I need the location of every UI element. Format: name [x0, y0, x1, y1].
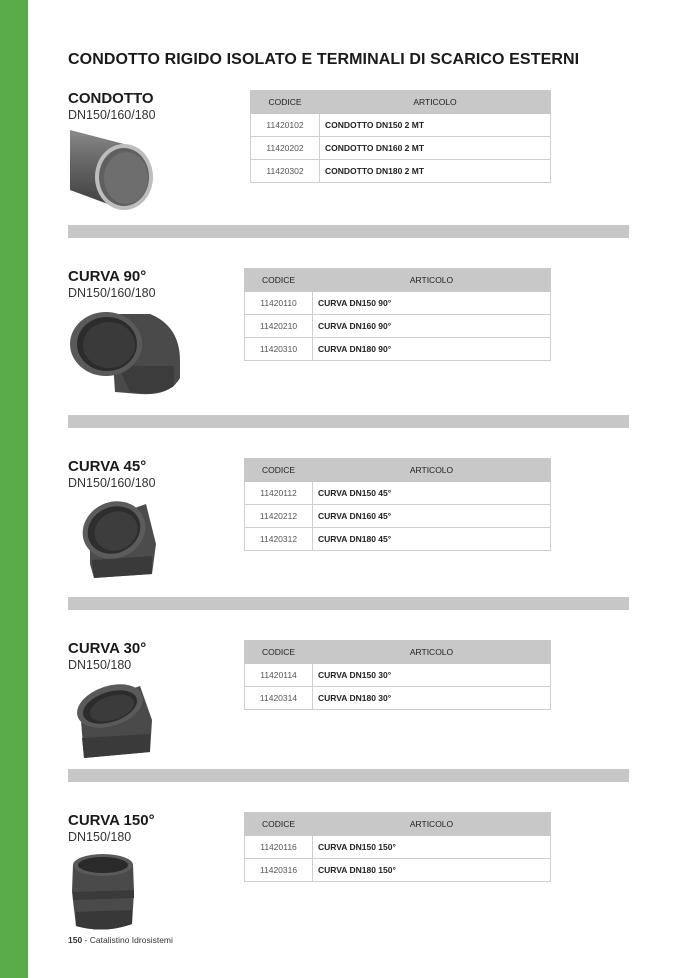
row-code: 11420210: [245, 315, 313, 338]
section-title: CURVA 150°: [68, 812, 155, 829]
product-table: [250, 90, 551, 183]
footer-label: - Catalistino Idrosistemi: [84, 935, 173, 945]
table-row: [245, 528, 551, 551]
row-code: 11420212: [245, 505, 313, 528]
row-article: CURVA DN180 30°: [313, 687, 551, 710]
header-articolo: ARTICOLO: [313, 459, 551, 482]
section-sizes: DN150/180: [68, 658, 132, 672]
header-codice: CODICE: [245, 459, 313, 482]
table-row: [251, 160, 551, 183]
row-code: 11420310: [245, 338, 313, 361]
elbow-45-image: [76, 494, 160, 580]
row-code: 11420302: [251, 160, 320, 183]
row-article: CURVA DN150 45°: [313, 482, 551, 505]
section-title: CURVA 90°: [68, 268, 147, 285]
table-row: [245, 338, 551, 361]
row-article: CURVA DN180 45°: [313, 528, 551, 551]
section-title: CURVA 45°: [68, 458, 147, 475]
page-number: 150: [68, 935, 83, 945]
table-row: [251, 137, 551, 160]
row-code: 11420110: [245, 292, 313, 315]
product-table: [244, 458, 551, 551]
section-title: CONDOTTO: [68, 90, 154, 107]
header-articolo: ARTICOLO: [313, 269, 551, 292]
row-article: CONDOTTO DN150 2 MT: [320, 114, 551, 137]
section-sizes: DN150/180: [68, 830, 132, 844]
table-row: [245, 687, 551, 710]
section-divider: [68, 225, 629, 238]
row-article: CURVA DN180 150°: [313, 859, 551, 882]
elbow-150-image: [70, 852, 136, 932]
section-divider: [68, 597, 629, 610]
product-table: [244, 812, 551, 882]
row-article: CURVA DN160 90°: [313, 315, 551, 338]
row-code: 11420314: [245, 687, 313, 710]
row-code: 11420112: [245, 482, 313, 505]
header-articolo: ARTICOLO: [313, 813, 551, 836]
row-code: 11420116: [245, 836, 313, 859]
table-row: [245, 859, 551, 882]
section-sizes: DN150/160/180: [68, 108, 156, 122]
table-row: [245, 664, 551, 687]
row-article: CONDOTTO DN180 2 MT: [320, 160, 551, 183]
row-code: 11420312: [245, 528, 313, 551]
green-side-bar: [0, 0, 28, 978]
elbow-30-image: [70, 680, 160, 760]
row-article: CURVA DN150 30°: [313, 664, 551, 687]
row-article: CURVA DN160 45°: [313, 505, 551, 528]
row-article: CURVA DN150 90°: [313, 292, 551, 315]
header-codice: CODICE: [245, 641, 313, 664]
table-row: [251, 114, 551, 137]
header-codice: CODICE: [245, 269, 313, 292]
pipe-image: [66, 124, 158, 214]
table-row: [245, 292, 551, 315]
row-article: CURVA DN180 90°: [313, 338, 551, 361]
row-code: 11420202: [251, 137, 320, 160]
table-row: [245, 836, 551, 859]
row-code: 11420114: [245, 664, 313, 687]
section-title: CURVA 30°: [68, 640, 147, 657]
row-article: CURVA DN150 150°: [313, 836, 551, 859]
product-table: [244, 268, 551, 361]
section-divider: [68, 769, 629, 782]
section-sizes: DN150/160/180: [68, 286, 156, 300]
page-title: CONDOTTO RIGIDO ISOLATO E TERMINALI DI SCARICO ESTERNI: [68, 51, 580, 68]
table-row: [245, 505, 551, 528]
row-article: CONDOTTO DN160 2 MT: [320, 137, 551, 160]
section-sizes: DN150/160/180: [68, 476, 156, 490]
row-code: 11420102: [251, 114, 320, 137]
header-codice: CODICE: [245, 813, 313, 836]
section-divider: [68, 415, 629, 428]
header-codice: CODICE: [251, 91, 320, 114]
table-row: [245, 315, 551, 338]
header-articolo: ARTICOLO: [313, 641, 551, 664]
page-footer: [68, 935, 173, 945]
header-articolo: ARTICOLO: [320, 91, 551, 114]
product-table: [244, 640, 551, 710]
table-row: [245, 482, 551, 505]
elbow-90-image: [70, 306, 180, 398]
row-code: 11420316: [245, 859, 313, 882]
